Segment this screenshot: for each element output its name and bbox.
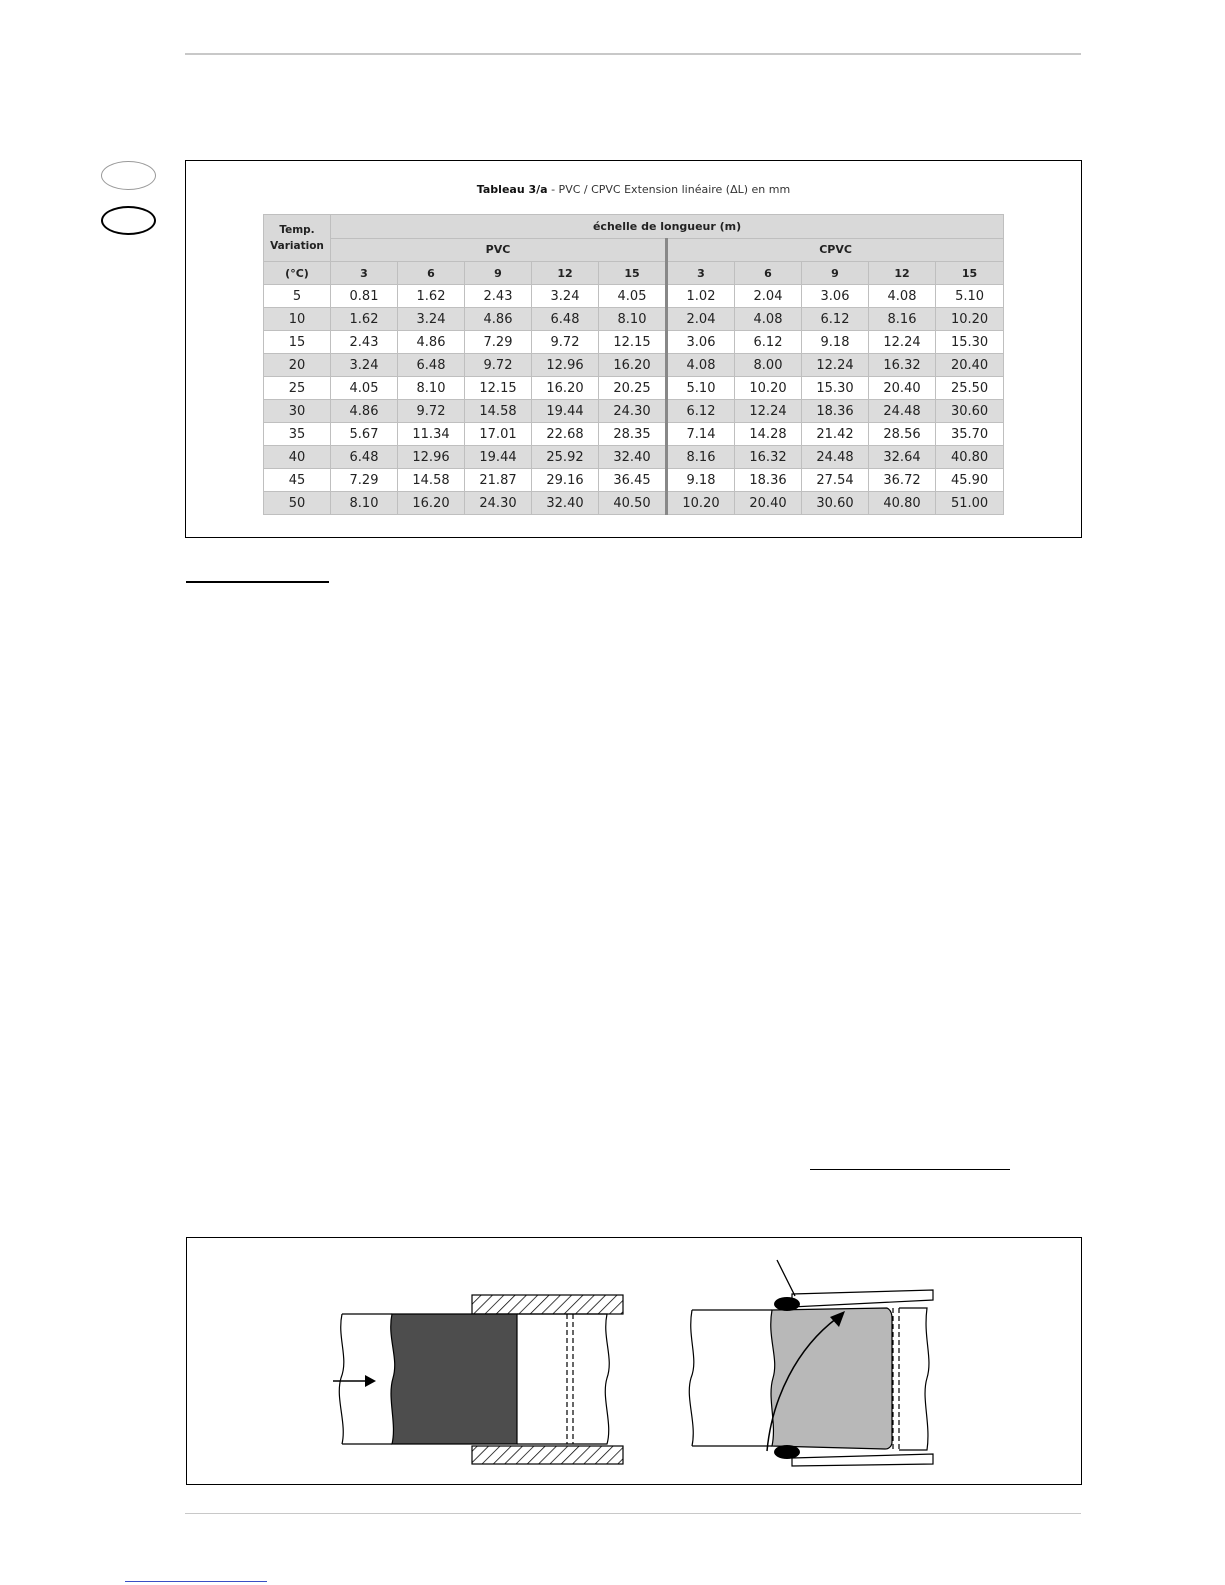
pvc-value-cell: 8.10	[599, 308, 667, 331]
table-row	[264, 423, 1004, 446]
cpvc-value-cell: 4.08	[735, 308, 802, 331]
cpvc-value-cell: 28.56	[869, 423, 936, 446]
temp-cell: 50	[264, 492, 331, 515]
cpvc-value-cell: 51.00	[936, 492, 1004, 515]
cpvc-value-cell: 4.08	[869, 285, 936, 308]
cpvc-value-cell: 30.60	[936, 400, 1004, 423]
footer-link-underline[interactable]	[125, 1581, 267, 1582]
length-header-cpvc-3: 3	[667, 262, 735, 285]
temp-header-line2: Variation	[270, 240, 324, 252]
cpvc-value-cell: 8.16	[667, 446, 735, 469]
cpvc-value-cell: 25.50	[936, 377, 1004, 400]
pvc-value-cell: 7.29	[331, 469, 398, 492]
cpvc-value-cell: 4.08	[667, 354, 735, 377]
length-scale-header: échelle de longueur (m)	[331, 215, 1004, 239]
pvc-group-header: PVC	[331, 238, 667, 262]
pipe-joint-illustration	[187, 1238, 1083, 1486]
cpvc-value-cell: 27.54	[802, 469, 869, 492]
pvc-value-cell: 12.96	[532, 354, 599, 377]
cpvc-value-cell: 32.64	[869, 446, 936, 469]
pvc-value-cell: 6.48	[331, 446, 398, 469]
footer-rule	[185, 1513, 1081, 1514]
cpvc-group-header: CPVC	[667, 238, 1004, 262]
pvc-value-cell: 8.10	[331, 492, 398, 515]
pvc-value-cell: 20.25	[599, 377, 667, 400]
pvc-value-cell: 28.35	[599, 423, 667, 446]
fitting-interior	[899, 1308, 929, 1450]
pvc-value-cell: 25.92	[532, 446, 599, 469]
pvc-value-cell: 32.40	[599, 446, 667, 469]
cpvc-value-cell: 30.60	[802, 492, 869, 515]
length-header-pvc-15: 15	[599, 262, 667, 285]
unit-header: (°C)	[264, 262, 331, 285]
temp-cell: 35	[264, 423, 331, 446]
cement-bead-bottom	[774, 1445, 800, 1459]
table-row	[264, 469, 1004, 492]
header-rule	[185, 53, 1081, 55]
table-row	[264, 285, 1004, 308]
temp-cell: 40	[264, 446, 331, 469]
cpvc-value-cell: 10.20	[936, 308, 1004, 331]
length-header-cpvc-12: 12	[869, 262, 936, 285]
cpvc-value-cell: 21.42	[802, 423, 869, 446]
cpvc-value-cell: 8.16	[869, 308, 936, 331]
cpvc-value-cell: 18.36	[735, 469, 802, 492]
pvc-value-cell: 14.58	[465, 400, 532, 423]
table-row	[264, 354, 1004, 377]
table-row	[264, 331, 1004, 354]
cpvc-value-cell: 2.04	[735, 285, 802, 308]
table-row	[264, 308, 1004, 331]
pvc-value-cell: 11.34	[398, 423, 465, 446]
cpvc-value-cell: 20.40	[936, 354, 1004, 377]
length-header-pvc-6: 6	[398, 262, 465, 285]
pvc-value-cell: 14.58	[398, 469, 465, 492]
pvc-value-cell: 9.72	[465, 354, 532, 377]
temp-cell: 30	[264, 400, 331, 423]
cpvc-value-cell: 5.10	[936, 285, 1004, 308]
pvc-value-cell: 2.43	[331, 331, 398, 354]
length-header-pvc-3: 3	[331, 262, 398, 285]
cpvc-value-cell: 14.28	[735, 423, 802, 446]
cpvc-value-cell: 3.06	[667, 331, 735, 354]
bead-pointer-line	[777, 1260, 795, 1296]
pvc-value-cell: 3.24	[331, 354, 398, 377]
pvc-value-cell: 19.44	[465, 446, 532, 469]
pvc-value-cell: 8.10	[398, 377, 465, 400]
cpvc-value-cell: 1.02	[667, 285, 735, 308]
reference-underline	[810, 1169, 1010, 1170]
temp-cell: 10	[264, 308, 331, 331]
cpvc-value-cell: 5.10	[667, 377, 735, 400]
cpvc-value-cell: 36.72	[869, 469, 936, 492]
cpvc-value-cell: 15.30	[936, 331, 1004, 354]
fitting-bottom-wall	[792, 1454, 933, 1466]
cpvc-value-cell: 45.90	[936, 469, 1004, 492]
cpvc-value-cell: 6.12	[735, 331, 802, 354]
pvc-value-cell: 16.20	[532, 377, 599, 400]
cpvc-value-cell: 20.40	[735, 492, 802, 515]
cpvc-value-cell: 10.20	[735, 377, 802, 400]
temp-header-line1: Temp.	[279, 224, 315, 236]
pvc-value-cell: 3.24	[532, 285, 599, 308]
linear-expansion-table	[263, 214, 1004, 515]
pvc-value-cell: 4.86	[398, 331, 465, 354]
table-caption-number: Tableau 3/a	[476, 183, 548, 196]
pvc-value-cell: 16.20	[599, 354, 667, 377]
table-row	[264, 492, 1004, 515]
socket-bottom-wall	[472, 1446, 623, 1464]
pvc-value-cell: 22.68	[532, 423, 599, 446]
pvc-value-cell: 36.45	[599, 469, 667, 492]
pvc-value-cell: 6.48	[532, 308, 599, 331]
cpvc-value-cell: 40.80	[869, 492, 936, 515]
pvc-value-cell: 24.30	[599, 400, 667, 423]
pvc-value-cell: 1.62	[398, 285, 465, 308]
language-tab-inactive[interactable]	[101, 161, 156, 190]
cpvc-value-cell: 3.06	[802, 285, 869, 308]
table-caption	[186, 183, 1081, 196]
cpvc-value-cell: 15.30	[802, 377, 869, 400]
pvc-value-cell: 4.86	[331, 400, 398, 423]
table-row	[264, 377, 1004, 400]
temp-cell: 25	[264, 377, 331, 400]
pvc-value-cell: 12.15	[599, 331, 667, 354]
language-tab-active[interactable]	[101, 206, 156, 235]
pvc-value-cell: 24.30	[465, 492, 532, 515]
pvc-value-cell: 9.72	[532, 331, 599, 354]
cpvc-value-cell: 10.20	[667, 492, 735, 515]
pvc-value-cell: 4.05	[331, 377, 398, 400]
pvc-value-cell: 2.43	[465, 285, 532, 308]
temp-variation-header	[264, 215, 331, 262]
left-joint-figure	[333, 1295, 623, 1464]
length-header-cpvc-15: 15	[936, 262, 1004, 285]
pvc-value-cell: 0.81	[331, 285, 398, 308]
cpvc-value-cell: 16.32	[735, 446, 802, 469]
pvc-value-cell: 40.50	[599, 492, 667, 515]
pvc-value-cell: 4.05	[599, 285, 667, 308]
cpvc-value-cell: 35.70	[936, 423, 1004, 446]
cpvc-value-cell: 20.40	[869, 377, 936, 400]
temp-cell: 15	[264, 331, 331, 354]
pipe-joint-diagram	[186, 1237, 1082, 1485]
inserted-pipe-section	[771, 1308, 892, 1449]
cement-coated-section	[391, 1314, 517, 1444]
cpvc-value-cell: 12.24	[802, 354, 869, 377]
pvc-value-cell: 9.72	[398, 400, 465, 423]
cpvc-value-cell: 9.18	[667, 469, 735, 492]
pvc-value-cell: 7.29	[465, 331, 532, 354]
pvc-value-cell: 4.86	[465, 308, 532, 331]
cpvc-value-cell: 8.00	[735, 354, 802, 377]
pvc-value-cell: 19.44	[532, 400, 599, 423]
socket-interior	[517, 1314, 609, 1444]
right-joint-figure	[689, 1260, 933, 1466]
pvc-value-cell: 1.62	[331, 308, 398, 331]
length-header-cpvc-9: 9	[802, 262, 869, 285]
cpvc-value-cell: 7.14	[667, 423, 735, 446]
pvc-value-cell: 16.20	[398, 492, 465, 515]
pipe-end-right	[689, 1310, 772, 1446]
pvc-value-cell: 6.48	[398, 354, 465, 377]
cpvc-value-cell: 9.18	[802, 331, 869, 354]
pvc-value-cell: 3.24	[398, 308, 465, 331]
table-row	[264, 446, 1004, 469]
cpvc-value-cell: 12.24	[869, 331, 936, 354]
cpvc-value-cell: 6.12	[667, 400, 735, 423]
table-caption-text: - PVC / CPVC Extension linéaire (ΔL) en mm	[547, 183, 791, 196]
section-heading-underline	[186, 581, 329, 583]
cpvc-value-cell: 18.36	[802, 400, 869, 423]
cpvc-value-cell: 6.12	[802, 308, 869, 331]
cpvc-value-cell: 16.32	[869, 354, 936, 377]
cpvc-value-cell: 12.24	[735, 400, 802, 423]
expansion-table-frame	[185, 160, 1082, 538]
fitting-top-wall	[792, 1290, 933, 1307]
pvc-value-cell: 32.40	[532, 492, 599, 515]
temp-cell: 45	[264, 469, 331, 492]
socket-top-wall	[472, 1295, 623, 1314]
table-row	[264, 400, 1004, 423]
cpvc-value-cell: 24.48	[869, 400, 936, 423]
pvc-value-cell: 5.67	[331, 423, 398, 446]
pvc-value-cell: 12.96	[398, 446, 465, 469]
cpvc-value-cell: 40.80	[936, 446, 1004, 469]
length-header-cpvc-6: 6	[735, 262, 802, 285]
temp-cell: 5	[264, 285, 331, 308]
arrow-right-icon	[365, 1375, 376, 1387]
length-header-pvc-12: 12	[532, 262, 599, 285]
pvc-value-cell: 29.16	[532, 469, 599, 492]
length-header-pvc-9: 9	[465, 262, 532, 285]
cpvc-value-cell: 2.04	[667, 308, 735, 331]
cement-bead-top	[774, 1297, 800, 1311]
pvc-value-cell: 21.87	[465, 469, 532, 492]
cpvc-value-cell: 24.48	[802, 446, 869, 469]
pvc-value-cell: 17.01	[465, 423, 532, 446]
pvc-value-cell: 12.15	[465, 377, 532, 400]
temp-cell: 20	[264, 354, 331, 377]
